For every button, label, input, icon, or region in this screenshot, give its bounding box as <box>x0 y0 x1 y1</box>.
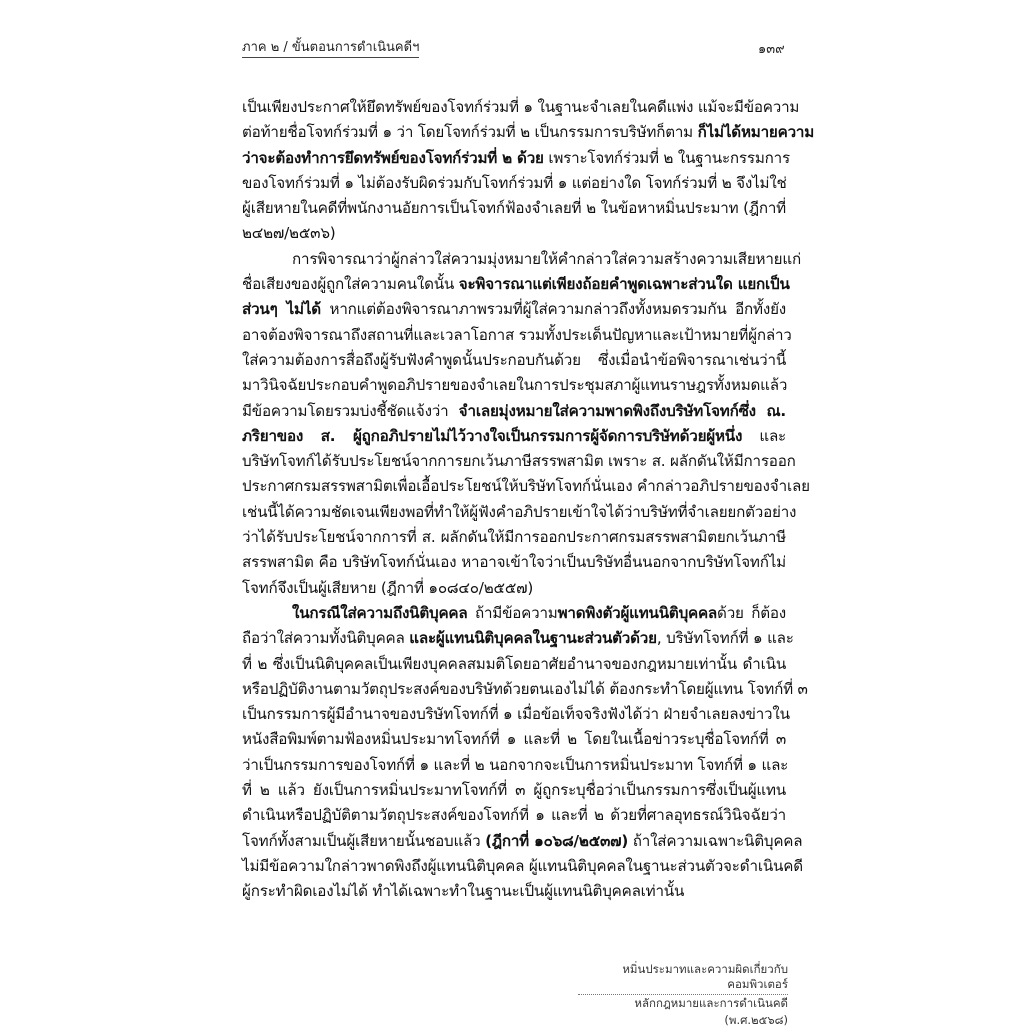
bold-text-segment: ก็ไม่ได้หมายความ <box>697 123 815 142</box>
text-line <box>242 525 786 550</box>
text-segment: เป็นเพียงประกาศให้ยึดทรัพย์ของโจทก์ร่วมที่ ๑ ในฐานะจำเลยในคดีแพ่ง แม้จะมีข้อความ <box>242 98 800 116</box>
text-segment: บริษัทโจทก์ได้รับประโยชน์จากการยกเว้นภาษีสรรพสามิต เพราะ ส. ผลักดันให้มีการออก <box>242 452 796 471</box>
text-line <box>242 727 786 752</box>
text-segment: เป็นกรรมการผู้มีอำนาจของบริษัทโจทก์ที่ ๑ เมื่อข้อเท็จจริงฟังได้ว่า ฝ่ายจำเลยลงข่าวใน <box>242 705 790 724</box>
text-segment: , บริษัทโจทก์ที่ ๑ และ <box>656 629 794 648</box>
running-head: ภาค ๒ / ขั้นตอนการดำเนินคดีฯ <box>242 40 419 58</box>
text-line <box>242 424 786 449</box>
text-segment: ใส่ความต้องการสื่อถึงผู้รับฟังคำพูดนั้นประกอบกันด้วย ซึ่งเมื่อนำข้อพิจารณาเช่นว่านี้ <box>242 350 786 369</box>
text-segment: หรือปฏิบัติงานตามวัตถุประสงค์ของบริษัทด้วยตนเองไม่ได้ ต้องกระทำโดยผู้แทน โจทก์ที่ ๓ <box>242 679 808 698</box>
footer-book-title: หมิ่นประมาทและความผิดเกี่ยวกับคอมพิวเตอร์ <box>578 962 788 995</box>
page-footer <box>578 962 788 1029</box>
text-segment: ของโจทก์ร่วมที่ ๑ ไม่ต้องรับผิดร่วมกับโจทก์ร่วมที่ ๑ แต่อย่างใด โจทก์ร่วมที่ ๒ จึงไม่ใช่ <box>242 173 787 192</box>
text-line <box>242 323 792 348</box>
text-line <box>242 399 786 424</box>
text-segment: หนังสือพิมพ์ตามฟ้องหมิ่นประมาทโจทก์ที่ ๑ และที่ ๒ โดยในเนื้อข่าวระบุชื่อโจทก์ที่ ๓ <box>242 730 786 749</box>
text-line <box>242 550 786 575</box>
text-segment: ว่าเป็นกรรมการของโจทก์ที่ ๑ และที่ ๒ นอกจากจะเป็นการหมิ่นประมาท โจทก์ที่ ๑ และ <box>242 755 789 774</box>
text-segment: ด้วย ก็ต้อง <box>717 603 786 622</box>
text-segment: ชื่อเสียงของผู้ถูกใส่ความคนใดนั้น <box>242 275 459 294</box>
text-segment: การพิจารณาว่าผู้กล่าวใส่ความมุ่งหมายให้คำกล่าวใส่ความสร้างความเสียหายแก่ <box>292 249 801 268</box>
text-line <box>242 221 786 246</box>
text-segment: มาวินิจฉัยประกอบคำพูดอภิปรายของจำเลยในการประชุมสภาผู้แทนราษฎรทั้งหมดแล้ว <box>242 376 788 395</box>
text-segment: เช่นนี้ได้ความชัดเจนเพียงพอที่ทำให้ผู้ฟังคำอภิปรายเข้าใจได้ว่าบริษัทที่จำเลยยกตัวอย่าง <box>242 502 797 521</box>
text-line <box>242 677 808 702</box>
bold-text-segment: ภริยาของ ส. ผู้ถูกอภิปรายไม่ไว้วางใจเป็นกรรมการผู้จัดการบริษัทด้วยผู้หนึ่ง <box>242 426 743 445</box>
text-line <box>242 171 786 196</box>
text-segment: ว่าได้รับประโยชน์จากการที่ ส. ผลักดันให้มีการออกประกาศกรมสรรพสามิตยกเว้นภาษี <box>242 528 786 547</box>
text-segment: ที่ ๒ ซึ่งเป็นนิติบุคคลเป็นเพียงบุคคลสมมติโดยอาศัยอำนาจของกฎหมายเท่านั้น ดำเนิน <box>242 654 786 673</box>
text-segment: ประกาศกรมสรรพสามิตเพื่อเอื้อประโยชน์ให้บริษัทโจทก์นั่นเอง คำกล่าวอภิปรายของจำเลย <box>242 477 810 496</box>
text-line <box>242 373 786 398</box>
text-segment: โจทก์ทั้งสามเป็นผู้เสียหายนั้นชอบแล้ว <box>242 831 486 850</box>
text-line <box>242 626 794 651</box>
bold-text-segment: ว่าจะต้องทำการยึดทรัพย์ของโจทก์ร่วมที่ ๒ ด้วย <box>242 148 544 167</box>
text-segment: โจทก์จึงเป็นผู้เสียหาย (ฎีกาที่ ๑๐๘๔๐/๒๕๕๗) <box>242 578 534 597</box>
bold-text-segment: ในกรณีใส่ความถึงนิติบุคคล <box>292 603 468 622</box>
bold-text-segment: (ฎีกาที่ ๑๐๖๘/๒๕๓๗) <box>485 831 629 850</box>
text-line <box>242 120 815 145</box>
text-line <box>242 576 786 601</box>
bold-text-segment: จะพิจารณาแต่เพียงถ้อยคำพูดเฉพาะส่วนใด แยกเป็น <box>458 275 790 294</box>
text-segment: ผู้เสียหายในคดีที่พนักงานอัยการเป็นโจทก์ฟ้องจำเลยที่ ๒ ในข้อหาหมิ่นประมาท (ฎีกาที่ <box>242 199 786 218</box>
text-segment: สรรพสามิต คือ บริษัทโจทก์นั่นเอง หาอาจเข้าใจว่าเป็นบริษัทอื่นนอกจากบริษัทโจทก์ไม่ <box>242 553 786 572</box>
text-segment: เพราะโจทก์ร่วมที่ ๒ ในฐานะกรรมการ <box>543 148 790 167</box>
bold-text-segment: พาดพิงตัวผู้แทนนิติบุคคล <box>557 603 718 622</box>
text-segment: อาจต้องพิจารณาถึงสถานที่และเวลาโอกาส รวมทั้งประเด็นปัญหาและเป้าหมายที่ผู้กล่าว <box>242 325 792 344</box>
text-segment: ถ้าใส่ความเฉพาะนิติบุคคล <box>628 831 803 850</box>
text-segment: หากแต่ต้องพิจารณาภาพรวมที่ผู้ใส่ความกล่าวถึงทั้งหมดรวมกัน อีกทั้งยัง <box>320 300 786 319</box>
text-line <box>242 146 790 171</box>
text-line <box>242 829 803 854</box>
text-segment: ที่ ๒ แล้ว ยังเป็นการหมิ่นประมาทโจทก์ที่ ๓ ผู้ถูกระบุชื่อว่าเป็นกรรมการซึ่งเป็นผู้แทน <box>242 781 786 800</box>
text-segment: ผู้กระทำผิดเองไม่ได้ ทำได้เฉพาะทำในฐานะเป็นผู้แทนนิติบุคคลเท่านั้น <box>242 882 685 901</box>
body-text <box>242 95 815 905</box>
text-line <box>242 247 801 272</box>
bold-text-segment: จำเลยมุ่งหมายใส่ความพาดพิงถึงบริษัทโจทก์ซึ่ง ณ. <box>458 401 786 420</box>
text-segment: ไม่มีข้อความใกล่าวพาดพิงถึงผู้แทนนิติบุคคล ผู้แทนนิติบุคคลในฐานะส่วนตัวจะดำเนินคดี <box>242 856 803 875</box>
text-line <box>242 272 790 297</box>
text-line <box>242 753 789 778</box>
text-line <box>242 196 786 221</box>
text-segment: ต่อท้ายชื่อโจทก์ร่วมที่ ๑ ว่า โดยโจทก์ร่วมที่ ๒ เป็นกรรมการบริษัทก็ตาม <box>242 123 698 142</box>
text-line <box>242 803 786 828</box>
text-line <box>242 601 786 626</box>
text-segment: ๒๔๒๗/๒๕๓๖) <box>242 224 336 243</box>
text-line <box>242 879 786 904</box>
text-segment: มีข้อความโดยรวมบ่งชี้ชัดแจ้งว่า <box>242 401 459 420</box>
text-line <box>242 474 810 499</box>
text-line <box>242 348 786 373</box>
text-segment: และ <box>742 426 787 445</box>
text-segment: ดำเนินหรือปฏิบัติตามวัตถุประสงค์ของโจทก์ที่ ๑ และที่ ๒ ด้วยที่ศาลอุทธรณ์วินิจฉัยว่า <box>242 806 786 825</box>
bold-text-segment: ส่วนๆ ไม่ได้ <box>242 300 321 319</box>
text-line <box>242 854 803 879</box>
text-line <box>242 702 790 727</box>
text-segment: ถือว่าใส่ความทั้งนิติบุคคล <box>242 629 410 648</box>
text-line <box>242 95 800 120</box>
footer-book-subtitle: หลักกฎหมายและการดำเนินคดี (พ.ศ.๒๕๖๘) <box>634 996 788 1027</box>
page-number: ๑๓๙ <box>758 42 785 57</box>
text-line <box>242 778 786 803</box>
text-segment: ถ้ามีข้อความ <box>467 603 558 622</box>
text-line <box>242 449 796 474</box>
text-line <box>242 297 786 322</box>
text-line <box>242 652 786 677</box>
bold-text-segment: และผู้แทนนิติบุคคลในฐานะส่วนตัวด้วย <box>409 629 657 648</box>
text-line <box>242 500 797 525</box>
